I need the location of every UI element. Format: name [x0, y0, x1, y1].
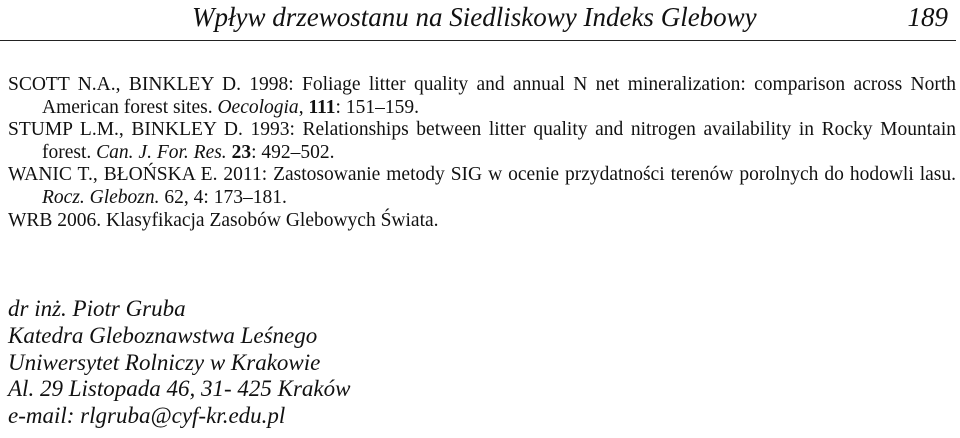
reference-pages: : 151–159. [335, 96, 419, 118]
reference-title: Relationships between litter quality and nitrogen availability in Rocky Mountain forest. [42, 119, 956, 163]
reference-pages: 62, 4: 173–181. [164, 186, 287, 208]
reference-title: Klasyfikacja Zasobów Glebowych Świata. [106, 209, 439, 231]
reference-item [8, 74, 956, 119]
reference-authors: STUMP L.M., BINKLEY D. 1993: [8, 119, 303, 141]
reference-journal: Oecologia [217, 96, 299, 118]
reference-volume: 23 [231, 141, 252, 163]
author-address: Al. 29 Listopada 46, 31- 425 Kraków [8, 376, 351, 402]
author-email: e-mail: rlgruba@cyf-kr.edu.pl [8, 403, 286, 429]
reference-title: Zastosowanie metody SIG w ocenie przydatności terenów porolnych do hodowli lasu. [273, 164, 956, 186]
author-department: Katedra Gleboznawstwa Leśnego [8, 322, 318, 348]
reference-title: Foliage litter quality and annual N net mineralization: comparison across North American forest sites. [42, 74, 956, 118]
running-title: Wpływ drzewostanu na Siedliskowy Indeks Glebowy [192, 2, 757, 32]
reference-item [8, 119, 956, 164]
reference-journal: Rocz. Glebozn. [42, 186, 160, 208]
page-number: 189 [907, 2, 948, 32]
reference-journal: Can. J. For. Res. [96, 141, 227, 163]
reference-authors: WRB 2006. [8, 209, 107, 231]
reference-authors: WANIC T., BŁOŃSKA E. 2011: [8, 164, 274, 186]
reference-item [8, 164, 956, 209]
author-name: dr inż. Piotr Gruba [8, 296, 186, 321]
author-university: Uniwersytet Rolniczy w Krakowie [8, 349, 321, 375]
reference-list [8, 74, 956, 232]
author-affiliation [8, 296, 350, 430]
reference-pages: : 492–502. [251, 141, 335, 163]
reference-separator: , [298, 96, 309, 118]
reference-volume: 111 [308, 96, 336, 118]
reference-item [8, 210, 956, 233]
reference-authors: SCOTT N.A., BINKLEY D. 1998: [8, 74, 303, 95]
running-header [0, 0, 956, 41]
